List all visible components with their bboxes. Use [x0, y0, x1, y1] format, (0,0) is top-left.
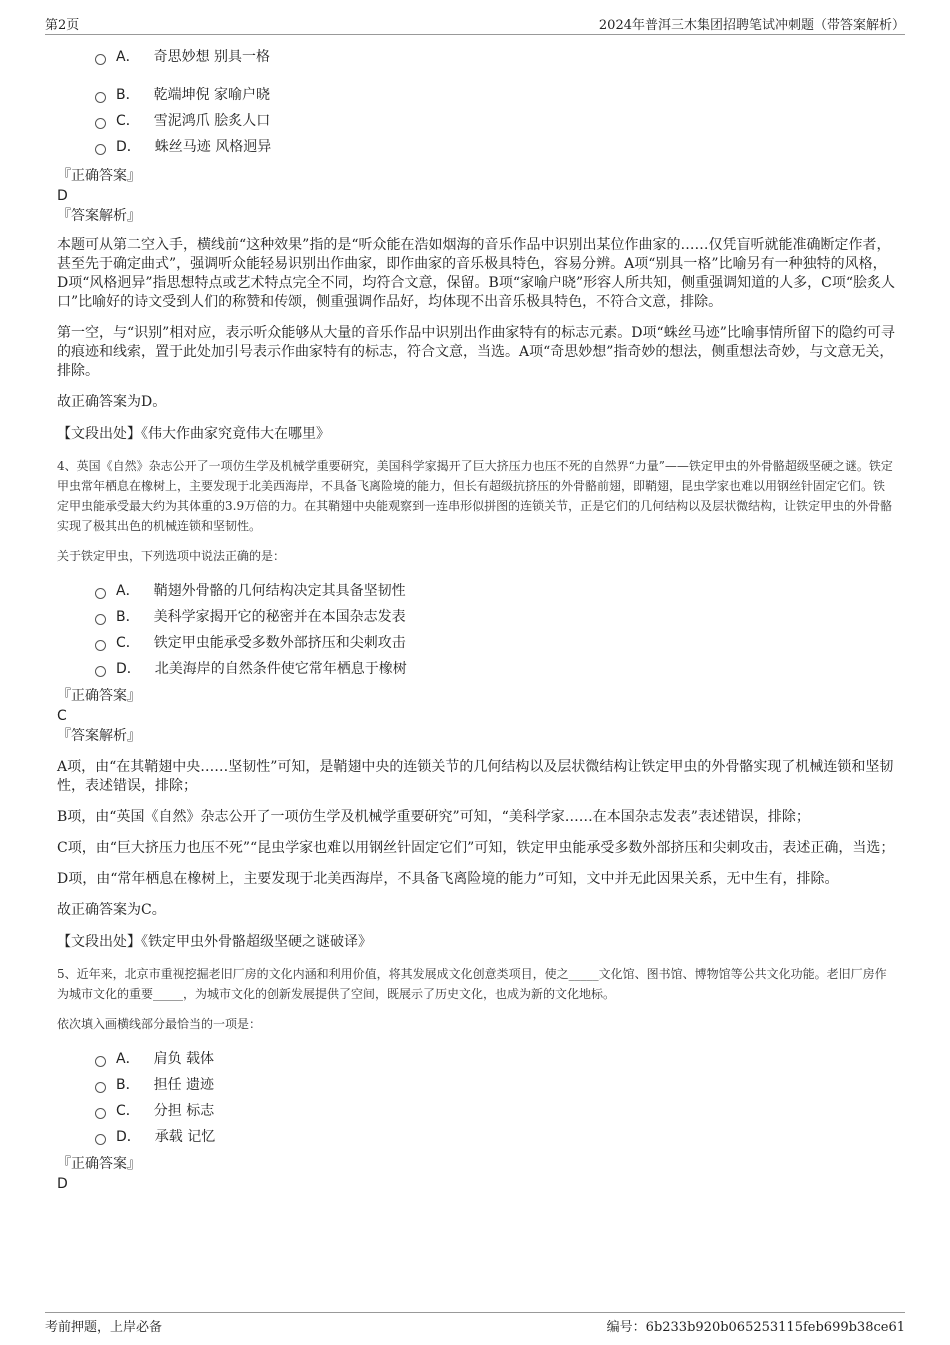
q4-prompt: 关于铁定甲虫，下列选项中说法正确的是：: [57, 549, 286, 563]
q4-analysis-conclusion: 故正确答案为C。: [57, 902, 166, 918]
q4-option-d[interactable]: D． 北美海岸的自然条件使它常年栖息于橡树: [95, 656, 895, 682]
q4-source: 【文段出处】《铁定甲虫外骨骼超级坚硬之谜破译》: [57, 934, 372, 950]
document-title: 2024年普洱三木集团招聘笔试冲刺题（带答案解析）: [598, 18, 905, 33]
q4-analysis-d: D项，由“常年栖息在橡树上，主要发现于北美西海岸，不具备飞离险境的能力”可知，文中并无此因果关系，无中生有，排除。: [57, 871, 839, 887]
radio-icon[interactable]: [95, 144, 106, 155]
q3-analysis-3: 故正确答案为D。: [57, 394, 167, 410]
q4-options: [95, 578, 895, 682]
q4-answer: C: [57, 708, 67, 724]
radio-icon[interactable]: [95, 92, 106, 103]
q3-analysis-label: 『答案解析』: [57, 208, 141, 224]
q3-option-c[interactable]: C． 雪泥鸿爪 脍炙人口: [95, 108, 895, 134]
radio-icon[interactable]: [95, 588, 106, 599]
q3-option-b[interactable]: B． 乾端坤倪 家喻户晓: [95, 82, 895, 108]
document-id: 编号：6b233b920b065253115feb699b38ce61: [606, 1320, 905, 1335]
q3-answer: D: [57, 188, 68, 204]
q5-option-c[interactable]: C． 分担 标志: [95, 1098, 895, 1124]
q4-analysis-label: 『答案解析』: [57, 728, 141, 744]
radio-icon[interactable]: [95, 1056, 106, 1067]
page-header: [45, 14, 905, 35]
q4-answer-label: 『正确答案』: [57, 688, 141, 704]
q4-stem: 4、英国《自然》杂志公开了一项仿生学及机械学重要研究，美国科学家揭开了巨大挤压力也压不死的自然界“力量”——铁定甲虫的外骨骼超级坚硬之谜。铁定甲虫常年栖息在橡树上，主要发现于北美西海岸，不具备飞离险境的能力，但长有超级抗挤压的外骨骼前翅，即鞘翅，昆虫学家也难以用钢丝针固定它们。铁定甲虫能承受最大约为其体重的3.9万倍的力。在其鞘翅中央能观察到一连串形似拼图的连锁关节，正是它们的几何结构以及层状微结构，让铁定甲虫的外骨骼实现了极其出色的机械连锁和坚韧性。: [57, 459, 893, 533]
radio-icon[interactable]: [95, 1082, 106, 1093]
radio-icon[interactable]: [95, 666, 106, 677]
q3-source: 【文段出处】《伟大作曲家究竟伟大在哪里》: [57, 426, 330, 442]
page-footer: [45, 1312, 905, 1340]
page-content: [57, 40, 895, 1194]
footer-slogan: 考前押题，上岸必备: [45, 1320, 163, 1335]
radio-icon[interactable]: [95, 54, 106, 65]
q3-answer-label: 『正确答案』: [57, 168, 141, 184]
q5-option-d[interactable]: D． 承载 记忆: [95, 1124, 895, 1150]
q3-option-d[interactable]: D． 蛛丝马迹 风格迥异: [95, 134, 895, 160]
q4-analysis-a: A项，由“在其鞘翅中央……坚韧性”可知，是鞘翅中央的连锁关节的几何结构以及层状微结构让铁定甲虫的外骨骼实现了机械连锁和坚韧性，表述错误，排除；: [57, 759, 894, 794]
q3-option-a[interactable]: A． 奇思妙想 别具一格: [95, 44, 895, 70]
q5-prompt: 依次填入画横线部分最恰当的一项是：: [57, 1017, 262, 1031]
radio-icon[interactable]: [95, 640, 106, 651]
q5-option-a[interactable]: A． 肩负 载体: [95, 1046, 895, 1072]
q5-answer-label: 『正确答案』: [57, 1156, 141, 1172]
q5-answer: D: [57, 1176, 68, 1192]
q4-option-a[interactable]: A． 鞘翅外骨骼的几何结构决定其具备坚韧性: [95, 578, 895, 604]
q3-analysis-1: 本题可从第二空入手，横线前“这种效果”指的是“听众能在浩如烟海的音乐作品中识别出某位作曲家的……仅凭盲听就能准确断定作者，甚至先于确定曲式”，强调听众能轻易识别出作曲家，即作曲家的音乐极具特色，容易分辨。A项“别具一格”比喻另有一种独特的风格，D项“风格迥异”指思想特点或艺术特点完全不同，均符合文意，保留。B项“家喻户晓”形容人所共知，侧重强调知道的人多，C项“脍炙人口”比喻好的诗文受到人们的称赞和传颂，侧重强调作品好，均体现不出音乐极具特色，不符合文意，排除。: [57, 237, 896, 310]
q5-stem: 5、近年来，北京市重视挖掘老旧厂房的文化内涵和利用价值，将其发展成文化创意类项目，使之_____文化馆、图书馆、博物馆等公共文化功能。老旧厂房作为城市文化的重要_____，为城市文化的创新发展提供了空间，既展示了历史文化，也成为新的文化地标。: [57, 967, 887, 1001]
radio-icon[interactable]: [95, 118, 106, 129]
q4-option-c[interactable]: C． 铁定甲虫能承受多数外部挤压和尖刺攻击: [95, 630, 895, 656]
q4-option-b[interactable]: B． 美科学家揭开它的秘密并在本国杂志发表: [95, 604, 895, 630]
q5-options: [95, 1046, 895, 1150]
q4-analysis-b: B项，由“英国《自然》杂志公开了一项仿生学及机械学重要研究”可知，“美科学家……在本国杂志发表”表述错误，排除；: [57, 809, 810, 825]
page-number: 第2页: [45, 18, 80, 33]
radio-icon[interactable]: [95, 614, 106, 625]
q3-analysis-2: 第一空，与“识别”相对应，表示听众能够从大量的音乐作品中识别出作曲家特有的标志元素。D项“蛛丝马迹”比喻事情所留下的隐约可寻的痕迹和线索，置于此处加引号表示作曲家特有的标志，符合文意，当选。A项“奇思妙想”指奇妙的想法，侧重想法奇妙，与文意无关，排除。: [57, 325, 895, 379]
radio-icon[interactable]: [95, 1108, 106, 1119]
q5-option-b[interactable]: B． 担任 遗迹: [95, 1072, 895, 1098]
q4-analysis-c: C项，由“巨大挤压力也压不死”“昆虫学家也难以用钢丝针固定它们”可知，铁定甲虫能承受多数外部挤压和尖刺攻击，表述正确，当选；: [57, 840, 895, 856]
q3-options: [95, 44, 895, 160]
radio-icon[interactable]: [95, 1134, 106, 1145]
